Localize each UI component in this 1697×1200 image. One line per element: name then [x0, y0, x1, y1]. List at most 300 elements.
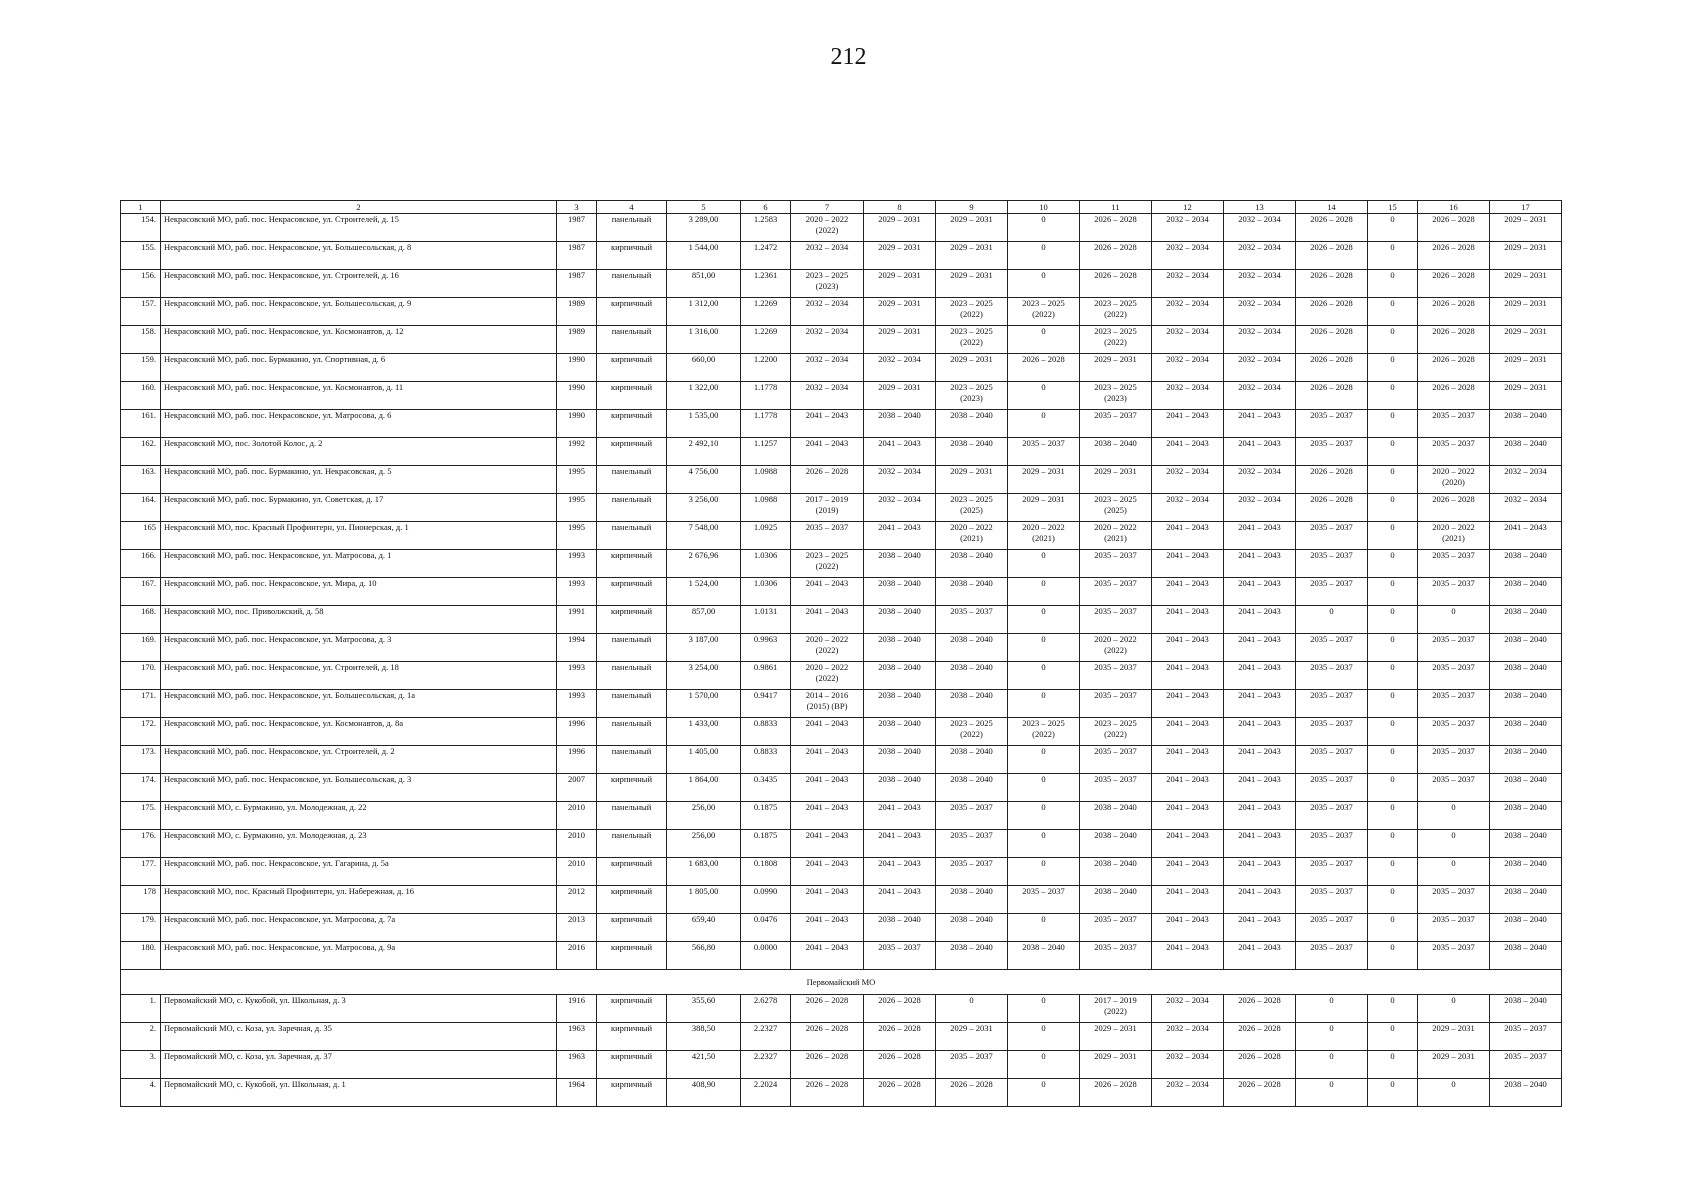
- table-cell: 1996: [557, 718, 597, 746]
- table-cell: 0.9861: [741, 662, 791, 690]
- column-header: 11: [1080, 201, 1152, 214]
- column-header: 6: [741, 201, 791, 214]
- table-cell: 0: [1368, 438, 1418, 466]
- table-cell: 0: [1008, 1051, 1080, 1079]
- table-cell: 857,00: [667, 606, 741, 634]
- table-cell: 1 864,00: [667, 774, 741, 802]
- table-cell: 0: [1008, 550, 1080, 578]
- table-cell: кирпичный: [597, 1079, 667, 1107]
- table-cell: 1.0988: [741, 466, 791, 494]
- table-cell: 2041 – 2043: [1152, 690, 1224, 718]
- table-cell: Некрасовский МО, раб. пос. Некрасовское, ул. Космонавтов, д. 12: [161, 326, 557, 354]
- table-cell: 2035 – 2037: [1418, 942, 1490, 970]
- table-cell: 2041 – 2043: [1224, 746, 1296, 774]
- table-cell: 2029 – 2031: [936, 270, 1008, 298]
- table-cell: 2023 – 2025 (2023): [1080, 382, 1152, 410]
- table-cell: 1991: [557, 606, 597, 634]
- table-cell: 2032 – 2034: [791, 298, 864, 326]
- table-cell: 0.8833: [741, 718, 791, 746]
- table-cell: 2035 – 2037: [936, 858, 1008, 886]
- table-cell: кирпичный: [597, 1051, 667, 1079]
- table-cell: 2035 – 2037: [1080, 578, 1152, 606]
- table-body: [121, 214, 1562, 1107]
- table-cell: 2041 – 2043: [864, 522, 936, 550]
- table-cell: Некрасовский МО, раб. пос. Некрасовское, ул. Гагарина, д. 5а: [161, 858, 557, 886]
- table-cell: 0: [1368, 382, 1418, 410]
- table-cell: 2032 – 2034: [1152, 354, 1224, 382]
- table-cell: 2014 – 2016 (2015) (ВР): [791, 690, 864, 718]
- table-cell: 0: [1368, 690, 1418, 718]
- table-cell: 2041 – 2043: [864, 858, 936, 886]
- table-cell: 2038 – 2040: [936, 690, 1008, 718]
- table-cell: 2041 – 2043: [791, 802, 864, 830]
- table-cell: 2026 – 2028: [1296, 214, 1368, 242]
- table-cell: 2032 – 2034: [1152, 494, 1224, 522]
- table-cell: 2035 – 2037: [1418, 774, 1490, 802]
- table-cell: 2026 – 2028: [1296, 494, 1368, 522]
- table-cell: 0: [1008, 410, 1080, 438]
- table-cell: 2032 – 2034: [1224, 214, 1296, 242]
- table-cell: 2.2024: [741, 1079, 791, 1107]
- table-cell: 2032 – 2034: [864, 354, 936, 382]
- table-cell: кирпичный: [597, 995, 667, 1023]
- table-cell: 2041 – 2043: [864, 830, 936, 858]
- table-cell: 2010: [557, 802, 597, 830]
- table-cell: 2026 – 2028: [791, 1051, 864, 1079]
- table-cell: 2026 – 2028: [864, 1051, 936, 1079]
- table-cell: 0: [1296, 606, 1368, 634]
- table-cell: Некрасовский МО, раб. пос. Некрасовское, ул. Матросова, д. 1: [161, 550, 557, 578]
- table-cell: 2035 – 2037: [936, 1051, 1008, 1079]
- table-cell: 2035 – 2037: [1418, 914, 1490, 942]
- table-cell: 2035 – 2037: [1296, 522, 1368, 550]
- table-cell: 2026 – 2028: [864, 995, 936, 1023]
- table-cell: 2032 – 2034: [1224, 270, 1296, 298]
- table-cell: панельный: [597, 746, 667, 774]
- table-cell: 2020 – 2022 (2021): [936, 522, 1008, 550]
- table-cell: 2026 – 2028: [1080, 242, 1152, 270]
- table-cell: 2035 – 2037: [1296, 746, 1368, 774]
- table-cell: 2035 – 2037: [864, 942, 936, 970]
- table-cell: 0: [1368, 298, 1418, 326]
- table-cell: 2041 – 2043: [791, 830, 864, 858]
- table-cell: 2035 – 2037: [936, 830, 1008, 858]
- table-cell: 1 312,00: [667, 298, 741, 326]
- table-cell: 0: [1418, 606, 1490, 634]
- table-cell: 2032 – 2034: [1224, 298, 1296, 326]
- table-cell: Некрасовский МО, раб. пос. Некрасовское, ул. Большесольская, д. 3: [161, 774, 557, 802]
- table-cell: 0: [936, 995, 1008, 1023]
- table-cell: 0.1875: [741, 830, 791, 858]
- table-cell: 2038 – 2040: [1490, 550, 1562, 578]
- table-cell: 159.: [121, 354, 161, 382]
- table-cell: 2035 – 2037: [1296, 914, 1368, 942]
- table-cell: 2023 – 2025 (2022): [1008, 718, 1080, 746]
- table-cell: 0: [1008, 858, 1080, 886]
- table-cell: Некрасовский МО, пос. Красный Профинтерн, ул. Пионерская, д. 1: [161, 522, 557, 550]
- table-cell: 1995: [557, 522, 597, 550]
- table-cell: 2035 – 2037: [1418, 634, 1490, 662]
- table-cell: 2035 – 2037: [1080, 410, 1152, 438]
- table-cell: 2038 – 2040: [1490, 774, 1562, 802]
- table-cell: 2032 – 2034: [1152, 270, 1224, 298]
- table-cell: 2038 – 2040: [936, 942, 1008, 970]
- table-cell: 1.2472: [741, 242, 791, 270]
- table-cell: 0: [1008, 242, 1080, 270]
- table-row: [121, 382, 1562, 410]
- table-cell: 2026 – 2028: [1418, 242, 1490, 270]
- table-cell: 2032 – 2034: [791, 242, 864, 270]
- table-cell: 2032 – 2034: [1152, 382, 1224, 410]
- table-cell: 0: [1368, 802, 1418, 830]
- table-cell: кирпичный: [597, 1023, 667, 1051]
- table-cell: Некрасовский МО, раб. пос. Некрасовское, ул. Большесольская, д. 8: [161, 242, 557, 270]
- table-cell: 177.: [121, 858, 161, 886]
- table-cell: 1 805,00: [667, 886, 741, 914]
- table-cell: 2041 – 2043: [1490, 522, 1562, 550]
- table-cell: 2038 – 2040: [1490, 634, 1562, 662]
- table-cell: 1.1778: [741, 410, 791, 438]
- table-cell: 2041 – 2043: [1224, 830, 1296, 858]
- table-cell: 166.: [121, 550, 161, 578]
- table-cell: 2017 – 2019 (2022): [1080, 995, 1152, 1023]
- table-cell: 160.: [121, 382, 161, 410]
- table-cell: 2016: [557, 942, 597, 970]
- table-cell: 2020 – 2022 (2021): [1080, 522, 1152, 550]
- table-cell: 2029 – 2031: [936, 1023, 1008, 1051]
- table-cell: 2038 – 2040: [1080, 438, 1152, 466]
- table-cell: Некрасовский МО, раб. пос. Некрасовское, ул. Строителей, д. 16: [161, 270, 557, 298]
- table-row: [121, 410, 1562, 438]
- table-cell: 2041 – 2043: [1152, 410, 1224, 438]
- table-cell: 2041 – 2043: [864, 886, 936, 914]
- table-cell: 2041 – 2043: [1152, 942, 1224, 970]
- table-cell: панельный: [597, 214, 667, 242]
- table-cell: 2035 – 2037: [1080, 550, 1152, 578]
- table-cell: 2041 – 2043: [1152, 914, 1224, 942]
- table-cell: 2041 – 2043: [1224, 886, 1296, 914]
- table-cell: 2041 – 2043: [791, 718, 864, 746]
- table-cell: 2032 – 2034: [1152, 466, 1224, 494]
- table-cell: 2032 – 2034: [1152, 242, 1224, 270]
- table-cell: 2038 – 2040: [1490, 438, 1562, 466]
- table-cell: 1 544,00: [667, 242, 741, 270]
- table-cell: 2035 – 2037: [1080, 690, 1152, 718]
- table-cell: 1 524,00: [667, 578, 741, 606]
- table-cell: 0: [1368, 886, 1418, 914]
- table-cell: 2017 – 2019 (2019): [791, 494, 864, 522]
- table-cell: Некрасовский МО, с. Бурмакино, ул. Молодежная, д. 22: [161, 802, 557, 830]
- table-cell: панельный: [597, 718, 667, 746]
- table-cell: 2026 – 2028: [1296, 270, 1368, 298]
- table-row: [121, 858, 1562, 886]
- table-cell: 2026 – 2028: [1224, 1051, 1296, 1079]
- table-cell: 2029 – 2031: [1080, 354, 1152, 382]
- table-cell: 659,40: [667, 914, 741, 942]
- table-cell: 1993: [557, 662, 597, 690]
- table-cell: 2 492,10: [667, 438, 741, 466]
- table-cell: 2041 – 2043: [791, 942, 864, 970]
- table-cell: 2041 – 2043: [1152, 578, 1224, 606]
- schedule-table-wrapper: [120, 200, 1562, 1107]
- table-cell: Некрасовский МО, с. Бурмакино, ул. Молодежная, д. 23: [161, 830, 557, 858]
- table-cell: 0: [1418, 995, 1490, 1023]
- table-cell: 2026 – 2028: [1080, 214, 1152, 242]
- table-cell: 1963: [557, 1023, 597, 1051]
- table-cell: 2035 – 2037: [936, 802, 1008, 830]
- table-cell: Первомайский МО, с. Коза, ул. Заречная, д. 37: [161, 1051, 557, 1079]
- table-cell: 0: [1008, 326, 1080, 354]
- table-cell: Первомайский МО, с. Кукобой, ул. Школьная, д. 3: [161, 995, 557, 1023]
- table-cell: 2026 – 2028: [791, 1079, 864, 1107]
- table-cell: 4 756,00: [667, 466, 741, 494]
- table-cell: 2038 – 2040: [864, 914, 936, 942]
- table-cell: 2029 – 2031: [1490, 298, 1562, 326]
- table-cell: 2038 – 2040: [936, 662, 1008, 690]
- table-cell: 162.: [121, 438, 161, 466]
- table-row: [121, 242, 1562, 270]
- table-cell: 2029 – 2031: [864, 298, 936, 326]
- table-cell: 2038 – 2040: [1080, 830, 1152, 858]
- table-cell: 2023 – 2025 (2022): [936, 326, 1008, 354]
- column-header: 12: [1152, 201, 1224, 214]
- table-cell: 165: [121, 522, 161, 550]
- table-cell: 0: [1008, 690, 1080, 718]
- table-cell: 2038 – 2040: [1490, 606, 1562, 634]
- table-cell: 2041 – 2043: [1152, 718, 1224, 746]
- table-cell: 0: [1368, 746, 1418, 774]
- table-cell: 1916: [557, 995, 597, 1023]
- table-cell: 2026 – 2028: [1008, 354, 1080, 382]
- table-cell: 0: [1368, 995, 1418, 1023]
- table-cell: 2038 – 2040: [1080, 802, 1152, 830]
- table-cell: панельный: [597, 522, 667, 550]
- table-cell: 2038 – 2040: [936, 410, 1008, 438]
- table-cell: Некрасовский МО, раб. пос. Некрасовское, ул. Строителей, д. 2: [161, 746, 557, 774]
- table-cell: 2032 – 2034: [791, 382, 864, 410]
- table-cell: 2026 – 2028: [1296, 326, 1368, 354]
- table-cell: 2038 – 2040: [936, 886, 1008, 914]
- table-cell: 2038 – 2040: [1490, 830, 1562, 858]
- table-cell: 2026 – 2028: [1296, 298, 1368, 326]
- table-row: [121, 634, 1562, 662]
- table-cell: панельный: [597, 634, 667, 662]
- table-cell: 2041 – 2043: [1152, 634, 1224, 662]
- table-cell: 2026 – 2028: [1296, 242, 1368, 270]
- table-cell: кирпичный: [597, 774, 667, 802]
- table-cell: 2038 – 2040: [936, 550, 1008, 578]
- table-cell: 2041 – 2043: [1152, 886, 1224, 914]
- table-cell: 2035 – 2037: [1296, 858, 1368, 886]
- table-cell: 178: [121, 886, 161, 914]
- table-cell: 1992: [557, 438, 597, 466]
- table-cell: кирпичный: [597, 578, 667, 606]
- table-cell: 2035 – 2037: [1296, 718, 1368, 746]
- table-cell: 2038 – 2040: [1490, 858, 1562, 886]
- table-cell: 0: [1368, 1079, 1418, 1107]
- table-row: [121, 578, 1562, 606]
- table-cell: Первомайский МО, с. Кукобой, ул. Школьная, д. 1: [161, 1079, 557, 1107]
- table-cell: 0: [1368, 242, 1418, 270]
- table-cell: 2041 – 2043: [1224, 718, 1296, 746]
- table-row: [121, 298, 1562, 326]
- table-cell: 0: [1418, 830, 1490, 858]
- table-cell: 2035 – 2037: [1418, 886, 1490, 914]
- table-cell: 0: [1368, 774, 1418, 802]
- table-cell: 0.0476: [741, 914, 791, 942]
- table-cell: 3 254,00: [667, 662, 741, 690]
- table-cell: 2029 – 2031: [1490, 382, 1562, 410]
- table-cell: 2038 – 2040: [1490, 690, 1562, 718]
- table-cell: 2010: [557, 858, 597, 886]
- table-cell: 2032 – 2034: [1152, 1079, 1224, 1107]
- table-cell: 2026 – 2028: [936, 1079, 1008, 1107]
- table-cell: 2035 – 2037: [1296, 410, 1368, 438]
- table-cell: 2029 – 2031: [936, 354, 1008, 382]
- table-cell: 0: [1368, 718, 1418, 746]
- table-cell: 2038 – 2040: [864, 606, 936, 634]
- table-cell: 355,60: [667, 995, 741, 1023]
- table-cell: 2.2327: [741, 1051, 791, 1079]
- table-cell: 2041 – 2043: [1152, 606, 1224, 634]
- column-header: 13: [1224, 201, 1296, 214]
- table-cell: 2007: [557, 774, 597, 802]
- table-cell: 1.2361: [741, 270, 791, 298]
- table-cell: Некрасовский МО, раб. пос. Некрасовское, ул. Космонавтов, д. 11: [161, 382, 557, 410]
- table-cell: Некрасовский МО, пос. Золотой Колос, д. 2: [161, 438, 557, 466]
- table-cell: Некрасовский МО, раб. пос. Некрасовское, ул. Большесольская, д. 1а: [161, 690, 557, 718]
- table-cell: 163.: [121, 466, 161, 494]
- table-cell: кирпичный: [597, 606, 667, 634]
- table-cell: 2026 – 2028: [791, 995, 864, 1023]
- table-cell: 2029 – 2031: [1490, 270, 1562, 298]
- table-cell: 2026 – 2028: [864, 1023, 936, 1051]
- table-cell: 2026 – 2028: [1296, 466, 1368, 494]
- table-cell: 1993: [557, 690, 597, 718]
- table-cell: 2035 – 2037: [1080, 774, 1152, 802]
- table-cell: 2035 – 2037: [1418, 690, 1490, 718]
- table-cell: 0: [1008, 382, 1080, 410]
- table-cell: 2038 – 2040: [864, 550, 936, 578]
- table-cell: 2038 – 2040: [864, 410, 936, 438]
- table-cell: 1.0988: [741, 494, 791, 522]
- table-cell: 1989: [557, 298, 597, 326]
- table-cell: 1989: [557, 326, 597, 354]
- table-row: [121, 914, 1562, 942]
- table-cell: 2035 – 2037: [1296, 550, 1368, 578]
- table-cell: 1995: [557, 494, 597, 522]
- table-row: [121, 1023, 1562, 1051]
- table-cell: 2029 – 2031: [1490, 242, 1562, 270]
- column-header: 9: [936, 201, 1008, 214]
- table-cell: 0.8833: [741, 746, 791, 774]
- table-cell: 2038 – 2040: [936, 774, 1008, 802]
- table-cell: 2035 – 2037: [1418, 438, 1490, 466]
- table-cell: 0: [1008, 634, 1080, 662]
- table-cell: 2026 – 2028: [1418, 214, 1490, 242]
- table-cell: 2029 – 2031: [864, 214, 936, 242]
- table-cell: 2023 – 2025 (2022): [1008, 298, 1080, 326]
- table-cell: 1.0131: [741, 606, 791, 634]
- table-cell: 0: [1296, 1079, 1368, 1107]
- table-cell: 2029 – 2031: [1008, 494, 1080, 522]
- table-cell: 2041 – 2043: [791, 774, 864, 802]
- table-cell: 175.: [121, 802, 161, 830]
- column-header: 14: [1296, 201, 1368, 214]
- table-cell: 2026 – 2028: [791, 1023, 864, 1051]
- table-cell: 1987: [557, 214, 597, 242]
- table-cell: 2035 – 2037: [1296, 634, 1368, 662]
- table-cell: 0: [1008, 270, 1080, 298]
- table-cell: 2041 – 2043: [1224, 522, 1296, 550]
- table-cell: 2032 – 2034: [864, 494, 936, 522]
- table-row: [121, 690, 1562, 718]
- table-cell: 3 187,00: [667, 634, 741, 662]
- table-cell: 0: [1368, 634, 1418, 662]
- table-cell: 2020 – 2022 (2022): [1080, 634, 1152, 662]
- table-cell: 2035 – 2037: [1080, 942, 1152, 970]
- table-cell: 2041 – 2043: [1152, 746, 1224, 774]
- table-cell: Первомайский МО, с. Коза, ул. Заречная, д. 35: [161, 1023, 557, 1051]
- table-row: [121, 550, 1562, 578]
- table-cell: 2038 – 2040: [1490, 1079, 1562, 1107]
- table-cell: 256,00: [667, 830, 741, 858]
- table-cell: 2020 – 2022 (2020): [1418, 466, 1490, 494]
- table-cell: кирпичный: [597, 438, 667, 466]
- table-cell: Некрасовский МО, раб. пос. Бурмакино, ул. Советская, д. 17: [161, 494, 557, 522]
- table-cell: 0: [1008, 774, 1080, 802]
- table-cell: 0: [1368, 466, 1418, 494]
- table-cell: Некрасовский МО, раб. пос. Бурмакино, ул. Некрасовская, д. 5: [161, 466, 557, 494]
- table-cell: 1964: [557, 1079, 597, 1107]
- table-cell: 421,50: [667, 1051, 741, 1079]
- table-cell: 0: [1368, 914, 1418, 942]
- table-cell: 2041 – 2043: [1152, 662, 1224, 690]
- table-row: [121, 438, 1562, 466]
- table-cell: 2032 – 2034: [1224, 242, 1296, 270]
- table-cell: 2041 – 2043: [1224, 802, 1296, 830]
- table-cell: 1990: [557, 354, 597, 382]
- table-cell: Некрасовский МО, пос. Приволжский, д. 58: [161, 606, 557, 634]
- table-cell: 2041 – 2043: [791, 410, 864, 438]
- table-cell: кирпичный: [597, 298, 667, 326]
- table-cell: 2.2327: [741, 1023, 791, 1051]
- table-cell: 2035 – 2037: [1490, 1023, 1562, 1051]
- table-cell: 156.: [121, 270, 161, 298]
- table-cell: 2032 – 2034: [1490, 494, 1562, 522]
- table-cell: 2041 – 2043: [864, 802, 936, 830]
- table-cell: 1 405,00: [667, 746, 741, 774]
- section-title: Первомайский МО: [121, 970, 1562, 995]
- table-cell: 2026 – 2028: [1080, 1079, 1152, 1107]
- table-cell: 388,50: [667, 1023, 741, 1051]
- table-cell: 2038 – 2040: [864, 578, 936, 606]
- table-cell: 2026 – 2028: [1224, 1023, 1296, 1051]
- table-row: [121, 886, 1562, 914]
- table-cell: 2038 – 2040: [1490, 718, 1562, 746]
- table-cell: 2.: [121, 1023, 161, 1051]
- table-cell: 2032 – 2034: [864, 466, 936, 494]
- table-cell: 2026 – 2028: [1296, 382, 1368, 410]
- table-cell: 180.: [121, 942, 161, 970]
- table-row: [121, 522, 1562, 550]
- table-cell: 167.: [121, 578, 161, 606]
- table-cell: 2041 – 2043: [791, 438, 864, 466]
- table-cell: 2041 – 2043: [791, 886, 864, 914]
- table-cell: 2035 – 2037: [791, 522, 864, 550]
- table-cell: кирпичный: [597, 858, 667, 886]
- table-cell: 2038 – 2040: [936, 634, 1008, 662]
